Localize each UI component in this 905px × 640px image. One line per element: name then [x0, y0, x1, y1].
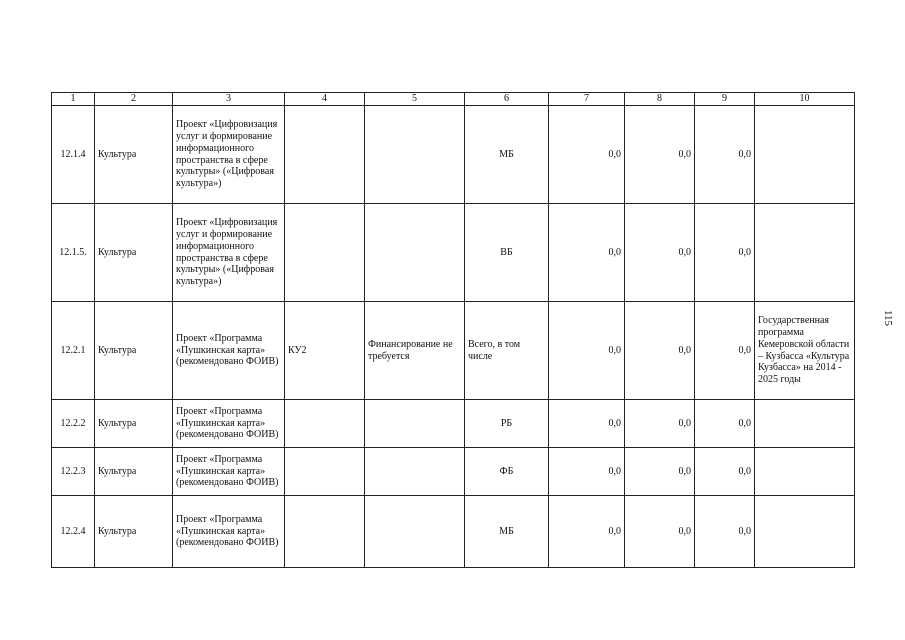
indicator-cell	[285, 448, 365, 496]
value-cell-8: 0,0	[625, 302, 695, 400]
program-cell	[755, 106, 855, 204]
value-cell-9: 0,0	[695, 400, 755, 448]
source-cell: ВБ	[465, 204, 549, 302]
row-number-cell: 12.2.1	[52, 302, 95, 400]
table-header	[52, 93, 855, 106]
table-body	[52, 106, 855, 568]
value-cell-8: 0,0	[625, 400, 695, 448]
sector-cell: Культура	[95, 204, 173, 302]
source-cell: МБ	[465, 106, 549, 204]
program-cell	[755, 400, 855, 448]
financing-cell	[365, 400, 465, 448]
column-header-3: 3	[173, 93, 285, 106]
financing-cell	[365, 204, 465, 302]
financing-cell	[365, 106, 465, 204]
sector-cell: Культура	[95, 448, 173, 496]
sector-cell: Культура	[95, 302, 173, 400]
financing-cell	[365, 496, 465, 568]
indicator-cell	[285, 496, 365, 568]
financing-cell	[365, 448, 465, 496]
column-header-4: 4	[285, 93, 365, 106]
table-row	[52, 496, 855, 568]
column-header-10: 10	[755, 93, 855, 106]
page-number: 115	[882, 309, 894, 327]
indicator-cell: КУ2	[285, 302, 365, 400]
indicator-cell	[285, 204, 365, 302]
project-cell: Проект «Программа «Пушкинская карта» (рекомендовано ФОИВ)	[173, 448, 285, 496]
value-cell-9: 0,0	[695, 448, 755, 496]
value-cell-8: 0,0	[625, 106, 695, 204]
table-row	[52, 448, 855, 496]
project-cell: Проект «Программа «Пушкинская карта» (рекомендовано ФОИВ)	[173, 496, 285, 568]
value-cell-7: 0,0	[549, 106, 625, 204]
source-cell: МБ	[465, 496, 549, 568]
value-cell-8: 0,0	[625, 204, 695, 302]
project-cell: Проект «Программа «Пушкинская карта» (рекомендовано ФОИВ)	[173, 302, 285, 400]
indicator-cell	[285, 400, 365, 448]
table-row	[52, 106, 855, 204]
project-cell: Проект «Программа «Пушкинская карта» (рекомендовано ФОИВ)	[173, 400, 285, 448]
row-number-cell: 12.2.3	[52, 448, 95, 496]
source-cell: Всего, в том числе	[465, 302, 549, 400]
value-cell-8: 0,0	[625, 496, 695, 568]
sector-cell: Культура	[95, 106, 173, 204]
value-cell-9: 0,0	[695, 302, 755, 400]
value-cell-7: 0,0	[549, 496, 625, 568]
table-row	[52, 204, 855, 302]
financing-cell: Финансирование не требуется	[365, 302, 465, 400]
value-cell-9: 0,0	[695, 204, 755, 302]
column-header-7: 7	[549, 93, 625, 106]
row-number-cell: 12.2.2	[52, 400, 95, 448]
value-cell-8: 0,0	[625, 448, 695, 496]
sector-cell: Культура	[95, 496, 173, 568]
column-header-5: 5	[365, 93, 465, 106]
program-cell	[755, 448, 855, 496]
source-cell: ФБ	[465, 448, 549, 496]
value-cell-9: 0,0	[695, 496, 755, 568]
project-cell: Проект «Цифровизация услуг и формирование информационного пространства в сфере культуры» («Цифровая культура»)	[173, 204, 285, 302]
sector-cell: Культура	[95, 400, 173, 448]
table-row	[52, 302, 855, 400]
program-cell	[755, 496, 855, 568]
project-cell: Проект «Цифровизация услуг и формирование информационного пространства в сфере культуры» («Цифровая культура»)	[173, 106, 285, 204]
program-cell: Государственная программа Кемеровской области – Кузбасса «Культура Кузбасса» на 2014 - 2025 годы	[755, 302, 855, 400]
column-header-1: 1	[52, 93, 95, 106]
row-number-cell: 12.2.4	[52, 496, 95, 568]
value-cell-7: 0,0	[549, 302, 625, 400]
column-header-2: 2	[95, 93, 173, 106]
row-number-cell: 12.1.5.	[52, 204, 95, 302]
source-cell: РБ	[465, 400, 549, 448]
value-cell-7: 0,0	[549, 400, 625, 448]
program-cell	[755, 204, 855, 302]
value-cell-7: 0,0	[549, 204, 625, 302]
header-row	[52, 93, 855, 106]
value-cell-9: 0,0	[695, 106, 755, 204]
indicator-cell	[285, 106, 365, 204]
column-header-8: 8	[625, 93, 695, 106]
column-header-9: 9	[695, 93, 755, 106]
value-cell-7: 0,0	[549, 448, 625, 496]
column-header-6: 6	[465, 93, 549, 106]
data-table	[51, 92, 855, 568]
row-number-cell: 12.1.4	[52, 106, 95, 204]
table-row	[52, 400, 855, 448]
